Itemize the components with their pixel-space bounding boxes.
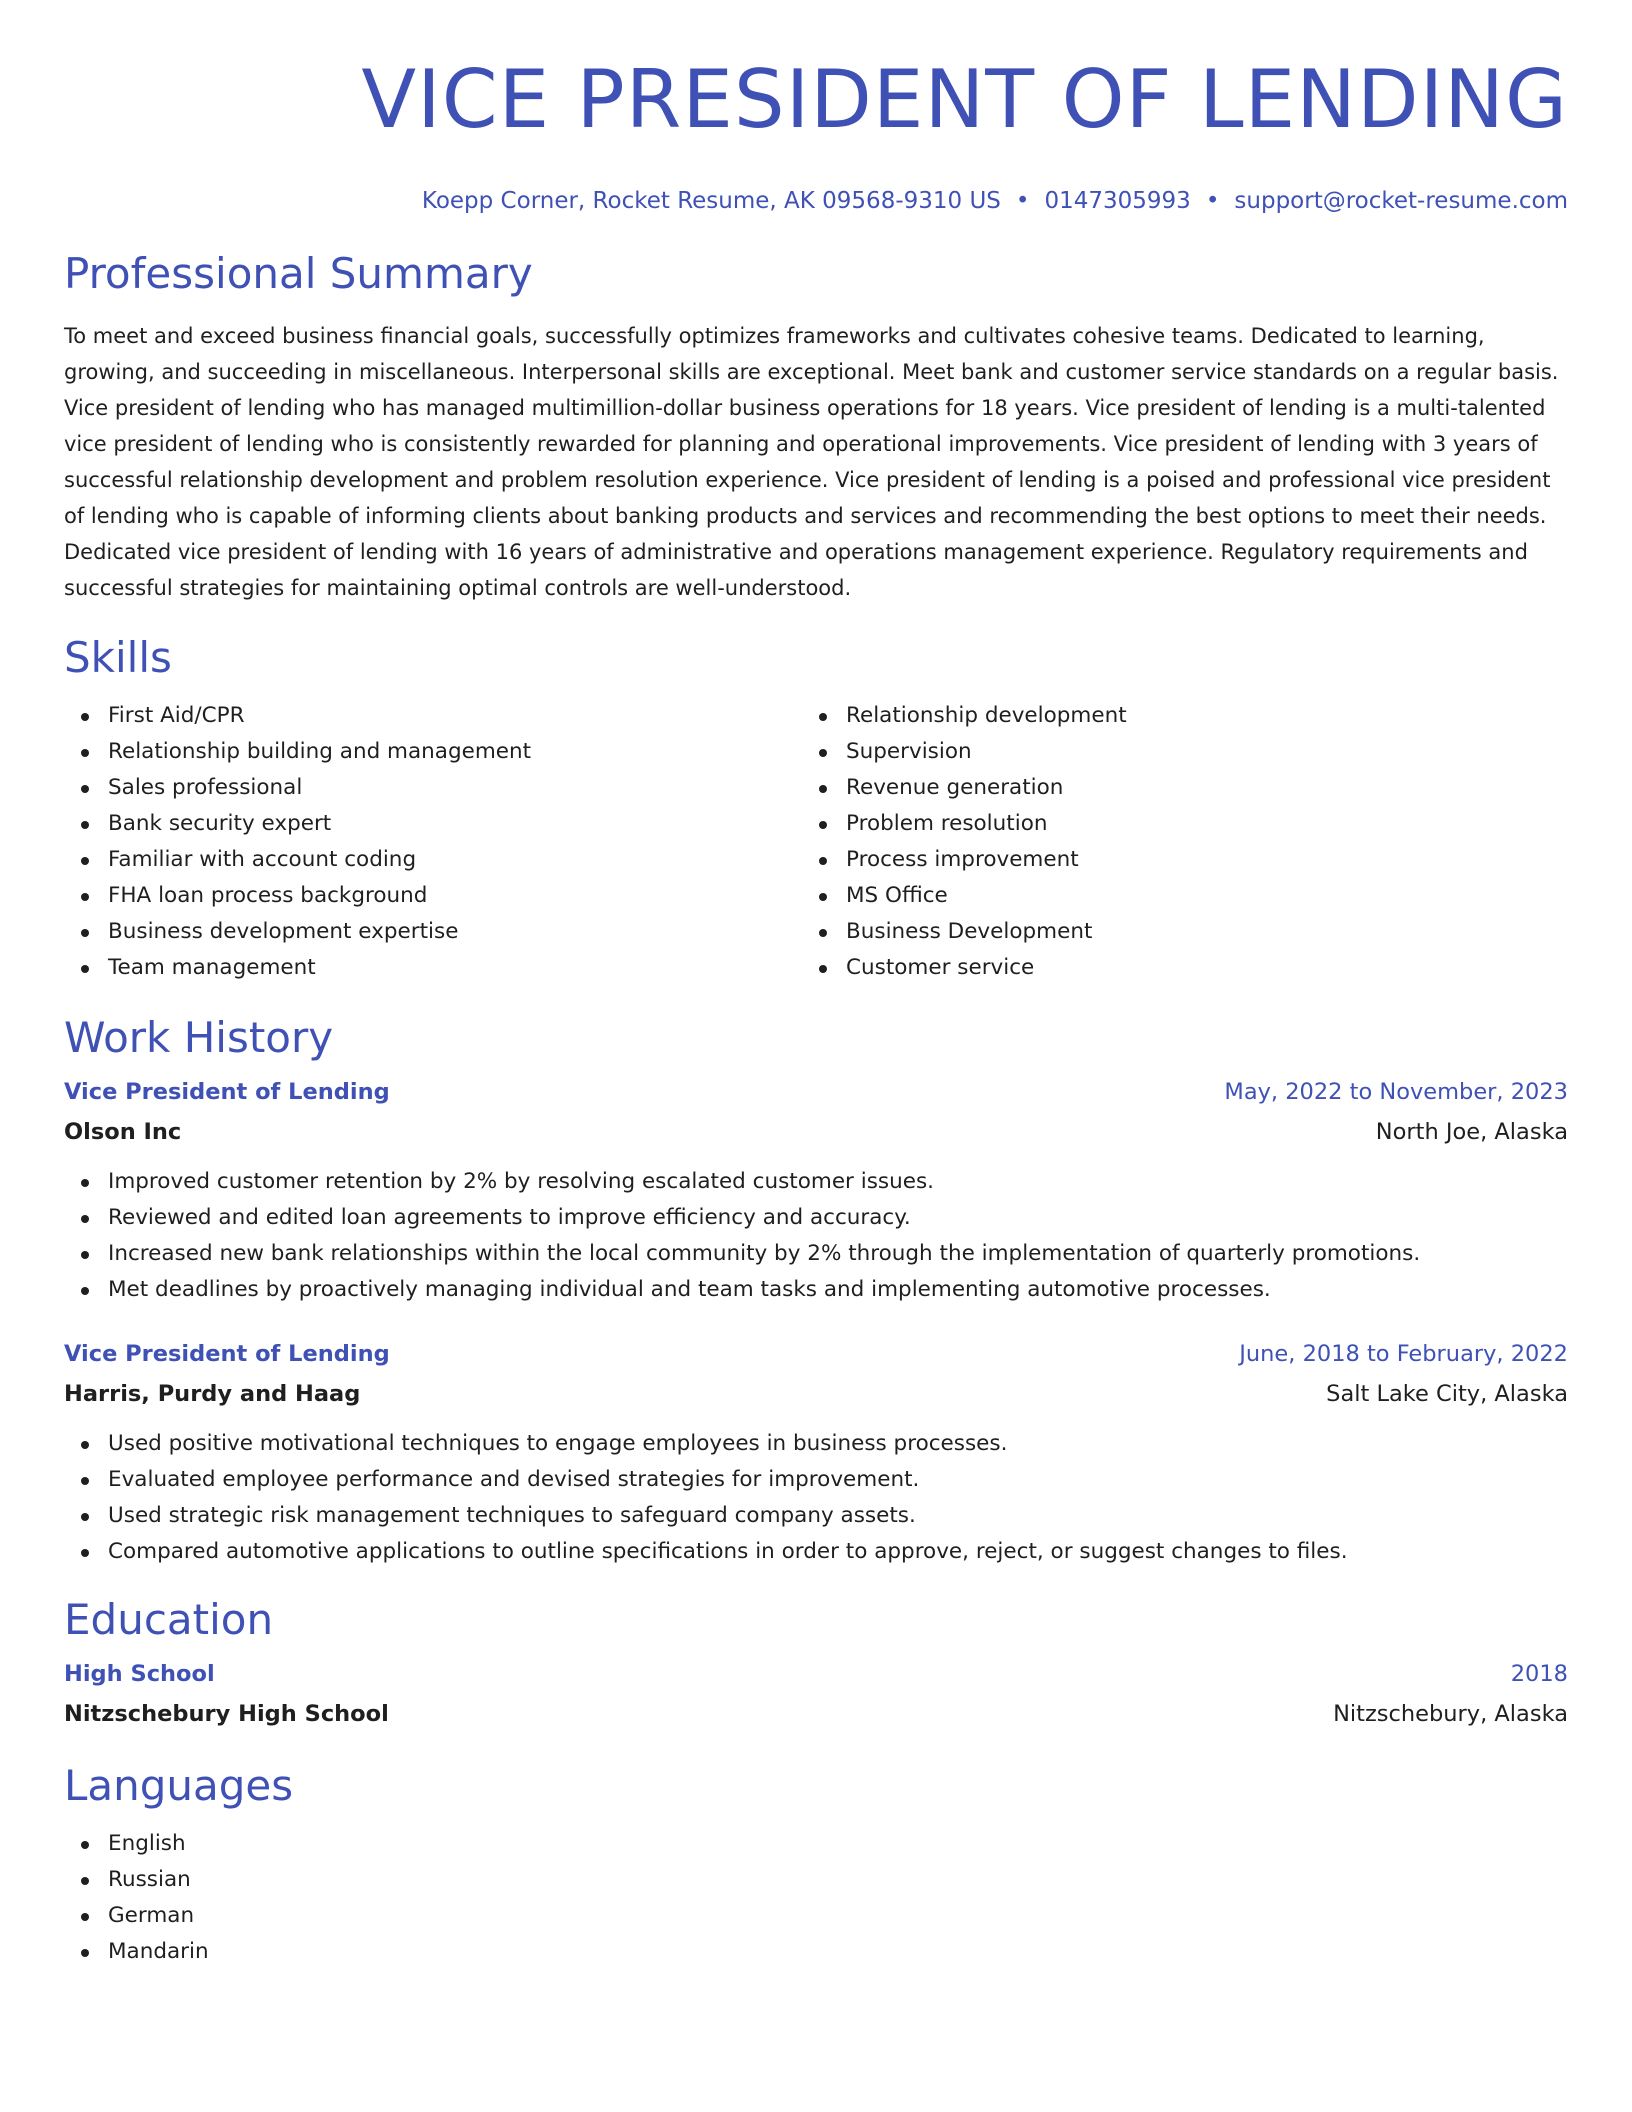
skill-item: Team management [64, 950, 802, 986]
job-company: Harris, Purdy and Haag [64, 1381, 361, 1407]
skill-item: MS Office [802, 878, 1540, 914]
education-year: 2018 [1510, 1661, 1568, 1687]
job-location: Salt Lake City, Alaska [1326, 1381, 1568, 1407]
job-company: Olson Inc [64, 1119, 182, 1145]
job-bullet: Increased new bank relationships within the local community by 2% through the implementation of quarterly promotions. [64, 1236, 1568, 1272]
job-entry [64, 1336, 1568, 1570]
summary-text: To meet and exceed business financial goals, successfully optimizes frameworks and cultivates cohesive teams. Dedicated to learning, growing, and succeeding in miscellaneous. Interpersonal skills are exceptional. Meet bank and customer service standards on a regular basis. Vice president of lending who has managed multimillion-dollar business operations for 18 years. Vice president of lending is a multi-talented vice president of lending who is consistently rewarded for planning and operational improvements. Vice president of lending with 3 years of successful relationship development and problem resolution experience. Vice president of lending is a poised and professional vice president of lending who is capable of informing clients about banking products and services and recommending the best options to meet their needs. Dedicated vice president of lending with 16 years of administrative and operations management experience. Regulatory requirements and successful strategies for maintaining optimal controls are well-understood. [64, 324, 1559, 600]
skills-column-left [64, 698, 802, 986]
languages-heading: Languages [64, 1761, 294, 1810]
job-bullets [64, 1426, 1568, 1570]
language-item: Mandarin [64, 1934, 1568, 1970]
skill-item: Process improvement [802, 842, 1540, 878]
skill-item: Supervision [802, 734, 1540, 770]
job-bullet: Compared automotive applications to outline specifications in order to approve, reject, or suggest changes to files. [64, 1534, 1568, 1570]
education-entry [64, 1656, 1568, 1732]
skill-item: Bank security expert [64, 806, 802, 842]
skills-heading: Skills [64, 633, 172, 682]
skills-column-right [802, 698, 1540, 986]
job-subheader [64, 1372, 1568, 1412]
job-title: Vice President of Lending [64, 1079, 390, 1105]
job-header [64, 1074, 1568, 1110]
skill-item: Business Development [802, 914, 1540, 950]
education-school: Nitzschebury High School [64, 1701, 389, 1727]
skill-item: FHA loan process background [64, 878, 802, 914]
job-header [64, 1336, 1568, 1372]
summary-heading: Professional Summary [64, 249, 533, 298]
job-dates: May, 2022 to November, 2023 [1224, 1079, 1568, 1105]
skill-item: Business development expertise [64, 914, 802, 950]
education-heading: Education [64, 1595, 274, 1644]
contact-line [64, 186, 1568, 216]
job-bullet: Used positive motivational techniques to engage employees in business processes. [64, 1426, 1568, 1462]
language-item: English [64, 1826, 1568, 1862]
skill-item: Customer service [802, 950, 1540, 986]
contact-separator: • [1015, 188, 1030, 214]
skill-item: Revenue generation [802, 770, 1540, 806]
work-history-heading: Work History [64, 1013, 334, 1062]
job-entry [64, 1074, 1568, 1308]
skill-item: Sales professional [64, 770, 802, 806]
job-bullet: Reviewed and edited loan agreements to improve efficiency and accuracy. [64, 1200, 1568, 1236]
job-bullet: Met deadlines by proactively managing individual and team tasks and implementing automotive processes. [64, 1272, 1568, 1308]
education-degree: High School [64, 1661, 215, 1687]
education-header [64, 1656, 1568, 1692]
job-dates: June, 2018 to February, 2022 [1239, 1341, 1568, 1367]
job-bullet: Evaluated employee performance and devised strategies for improvement. [64, 1462, 1568, 1498]
contact-address: Koepp Corner, Rocket Resume, AK 09568-9310 US [421, 188, 1001, 214]
skill-item: Problem resolution [802, 806, 1540, 842]
languages-list [64, 1826, 1568, 1970]
education-subheader [64, 1692, 1568, 1732]
job-title: Vice President of Lending [64, 1341, 390, 1367]
language-item: Russian [64, 1862, 1568, 1898]
skill-item: Relationship building and management [64, 734, 802, 770]
skills-list [64, 698, 1568, 986]
skill-item: First Aid/CPR [64, 698, 802, 734]
resume-name: VICE PRESIDENT OF LENDING [361, 53, 1568, 146]
job-location: North Joe, Alaska [1375, 1119, 1568, 1145]
skill-item: Familiar with account coding [64, 842, 802, 878]
contact-email: support@rocket-resume.com [1234, 188, 1568, 214]
job-subheader [64, 1110, 1568, 1150]
contact-phone: 0147305993 [1044, 188, 1191, 214]
job-bullet: Improved customer retention by 2% by resolving escalated customer issues. [64, 1164, 1568, 1200]
job-bullets [64, 1164, 1568, 1308]
contact-separator: • [1205, 188, 1220, 214]
language-item: German [64, 1898, 1568, 1934]
job-bullet: Used strategic risk management techniques to safeguard company assets. [64, 1498, 1568, 1534]
skill-item: Relationship development [802, 698, 1540, 734]
education-location: Nitzschebury, Alaska [1333, 1701, 1568, 1727]
